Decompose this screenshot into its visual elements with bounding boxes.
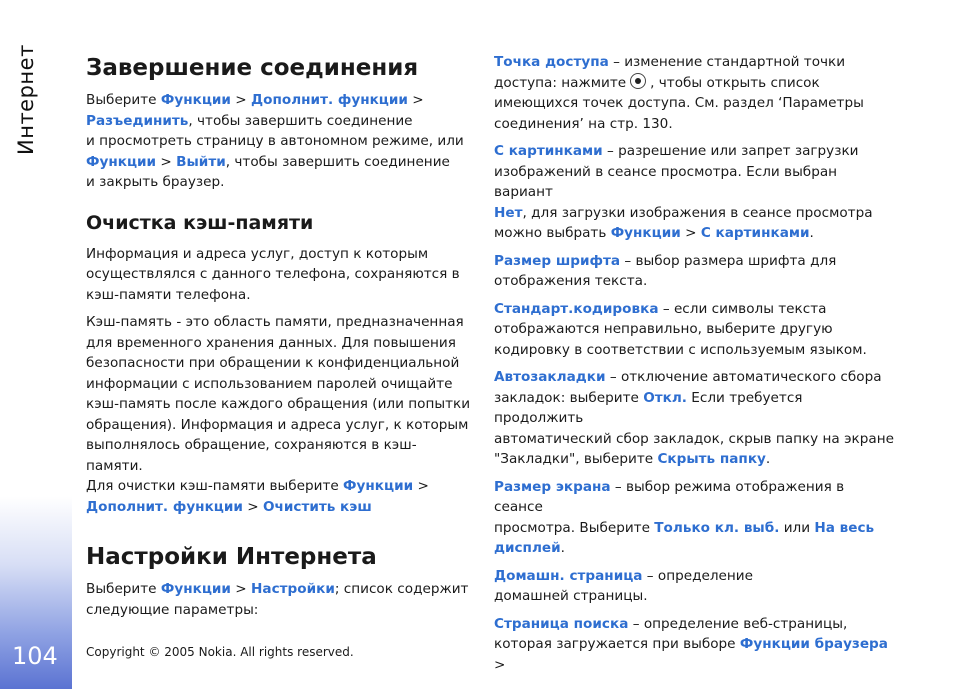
term-home-page: Домашн. страница xyxy=(494,567,643,584)
paragraph-cache-info: Информация и адреса услуг, доступ к которым осуществлялся с данного телефона, сохраняются в кэш-памяти телефона. xyxy=(86,245,460,303)
paragraph-cache-details: Кэш-память - это область памяти, предназначенная для временного хранения данных. Для повышения безопасности при обращении к конфиденциальной информации с использованием паролей очищайте кэш-память после каждого обращения (или попытки обращения). Информация и адреса услуг, к которым выполнялось обращение, сохраняются в кэш-памяти. Для очистки кэш-памяти выберите Функции > Дополнит. функции > Очистить кэш xyxy=(86,314,471,515)
link-functions: Функции xyxy=(160,92,231,108)
link-clear-cache: Очистить кэш xyxy=(262,498,372,515)
link-off: Откл. xyxy=(643,389,687,406)
link-functions: Функции xyxy=(86,153,157,170)
item-home-page: Домашн. страница – определение домашней страницы. xyxy=(494,567,754,604)
link-softkeys-only: Только кл. выб. xyxy=(654,519,780,536)
item-font-size: Размер шрифта – выбор размера шрифта для отображения текста. xyxy=(494,252,837,289)
term-access-point: Точка доступа xyxy=(494,54,609,70)
link-functions: Функции xyxy=(343,478,414,494)
item-with-images: С картинками – разрешение или запрет загрузки изображений в сеансе просмотра. Если выбран вариант Нет, для загрузки изображения в сеансе просмотра можно выбрать Функции > С картинками. xyxy=(494,143,873,241)
link-functions: Функции xyxy=(160,581,231,597)
sidebar xyxy=(0,0,72,689)
section-title: Интернет xyxy=(14,44,38,155)
left-column xyxy=(86,52,472,620)
link-browser-functions: Функции браузера xyxy=(739,636,888,652)
paragraph-settings: Выберите Функции > Настройки; список содержит следующие параметры: xyxy=(86,581,469,618)
link-full-screen: На весь xyxy=(814,519,875,536)
link-no: Нет xyxy=(494,204,523,221)
page-number: 104 xyxy=(12,642,58,670)
copyright: Copyright © 2005 Nokia. All rights reserved. xyxy=(86,645,354,659)
link-full-screen-cont: дисплей xyxy=(494,540,561,556)
item-auto-bookmarks: Автозакладки – отключение автоматического сбора закладок: выберите Откл. Если требуется продолжить автоматический сбор закладок, скрыв папку на экране "Закладки", выберите Скрыть папку. xyxy=(494,369,894,467)
item-screen-size: Размер экрана – выбор режима отображения в сеансе просмотра. Выберите Только кл. выб. или На весь дисплей. xyxy=(494,478,875,556)
select-key-icon xyxy=(630,73,646,89)
link-functions: Функции xyxy=(610,225,681,241)
paragraph-end-connection: Выберите Функции > Дополнит. функции > Разъединить, чтобы завершить соединение и просмотреть страницу в автономном режиме, или Функции > Выйти, чтобы завершить соединение и закрыть браузер. xyxy=(86,92,464,190)
link-exit: Выйти xyxy=(176,153,226,170)
heading-cache: Очистка кэш-памяти xyxy=(86,211,314,234)
term-encoding: Стандарт.кодировка xyxy=(494,300,659,317)
term-auto-bookmarks: Автозакладки xyxy=(494,369,606,385)
term-search-page: Страница поиска xyxy=(494,615,629,632)
item-access-point: Точка доступа – изменение стандартной точки доступа: нажмите , чтобы открыть список имеющихся точек доступа. См. раздел ‘Параметры соединения’ на стр. 130. xyxy=(494,54,864,132)
heading-internet-settings: Настройки Интернета xyxy=(86,544,377,570)
link-with-images: С картинками xyxy=(700,225,810,241)
link-hide-folder: Скрыть папку xyxy=(657,451,766,467)
heading-end-connection: Завершение соединения xyxy=(86,55,419,81)
item-encoding: Стандарт.кодировка – если символы текста отображаются неправильно, выберите другую кодировку в соответствии с используемым языком. xyxy=(494,300,867,358)
term-font-size: Размер шрифта xyxy=(494,252,621,269)
item-search-page: Страница поиска – определение веб-страницы, которая загружается при выборе Функции браузера > xyxy=(494,615,888,673)
term-screen-size: Размер экрана xyxy=(494,478,611,495)
right-column xyxy=(494,52,894,675)
link-disconnect: Разъединить xyxy=(86,112,189,129)
term-with-images: С картинками xyxy=(494,143,603,159)
link-extra-functions: Дополнит. функции xyxy=(86,498,243,515)
link-extra-functions: Дополнит. функции xyxy=(251,92,408,108)
link-settings: Настройки xyxy=(251,581,335,597)
